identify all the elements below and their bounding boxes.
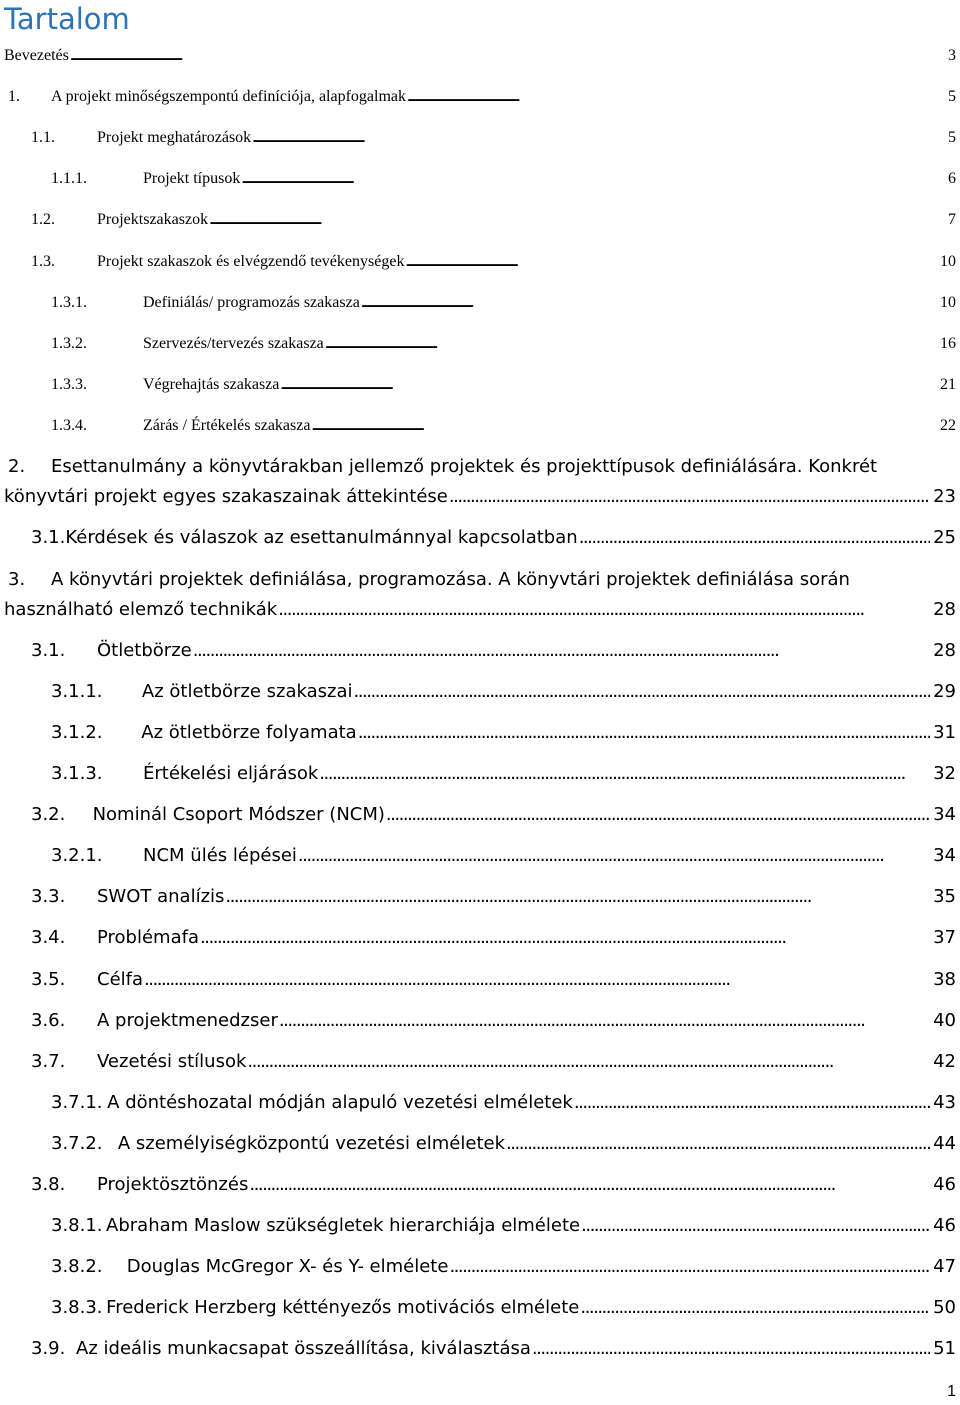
toc-entry-line[interactable] bbox=[51, 372, 956, 398]
toc-entry-number: 3.2.1. bbox=[51, 845, 103, 866]
toc-entry-title[interactable]: Projektösztönzés bbox=[97, 1174, 249, 1195]
toc-entry-line[interactable] bbox=[31, 125, 956, 151]
toc-entry-line[interactable] bbox=[51, 1090, 956, 1116]
toc-entry-line[interactable] bbox=[51, 1254, 956, 1280]
toc-entry-line[interactable] bbox=[51, 761, 956, 787]
toc-entry-page[interactable]: 38 bbox=[933, 969, 956, 990]
toc-entry-number: 1.3. bbox=[31, 253, 55, 270]
toc-entry-number: 1. bbox=[8, 88, 20, 105]
toc-entry-line[interactable] bbox=[4, 484, 956, 510]
toc-entry-line[interactable] bbox=[51, 679, 956, 705]
toc-dot-leader bbox=[311, 413, 937, 439]
toc-entry-line[interactable] bbox=[51, 413, 956, 439]
toc-entry-number: 3. bbox=[8, 569, 26, 590]
toc-dot-leader bbox=[225, 884, 930, 910]
toc-entry-number: 3.8. bbox=[31, 1174, 66, 1195]
toc-dot-leader bbox=[70, 43, 945, 69]
toc-dot-leader bbox=[298, 843, 930, 869]
toc-entry-title[interactable]: Zárás / Értékelés szakasza bbox=[143, 417, 311, 434]
toc-entry-page[interactable]: 5 bbox=[948, 129, 956, 146]
toc-entry-page[interactable]: 51 bbox=[933, 1338, 956, 1359]
toc-entry-line[interactable] bbox=[31, 967, 956, 993]
toc-dot-leader bbox=[247, 1049, 930, 1075]
toc-dot-leader bbox=[209, 207, 945, 233]
toc-entry-line[interactable] bbox=[51, 1213, 956, 1239]
toc-entry-line[interactable] bbox=[51, 1295, 956, 1321]
toc-dot-leader bbox=[249, 1172, 930, 1198]
toc-entry-page[interactable]: 22 bbox=[940, 417, 956, 434]
toc-entry-number: 3.7.2. bbox=[51, 1133, 103, 1154]
toc-entry-number: 3.3. bbox=[31, 886, 66, 907]
toc-entry-title[interactable]: Abraham Maslow szükségletek hierarchiája elmélete bbox=[106, 1215, 581, 1236]
toc-entry-number: 1.3.4. bbox=[51, 417, 87, 434]
toc-entry-page[interactable]: 3 bbox=[948, 47, 956, 64]
toc-entry-page[interactable]: 16 bbox=[940, 335, 956, 352]
toc-dot-leader bbox=[580, 1295, 930, 1321]
toc-entry-page[interactable]: 42 bbox=[933, 1051, 956, 1072]
toc-entry-title[interactable]: könyvtári projekt egyes szakaszainak áttekintése bbox=[4, 486, 448, 507]
toc-entry-title[interactable]: Projekt típusok bbox=[143, 170, 241, 187]
toc-dot-leader bbox=[241, 166, 945, 192]
toc-entry-number: 3.6. bbox=[31, 1010, 66, 1031]
toc-dot-leader bbox=[252, 125, 945, 151]
toc-entry-title[interactable]: Definiálás/ programozás szakasza bbox=[143, 294, 360, 311]
toc-entry-line[interactable] bbox=[4, 597, 956, 623]
toc-dot-leader bbox=[193, 638, 930, 664]
toc-entry-title[interactable]: Értékelési eljárások bbox=[143, 763, 319, 784]
toc-entry-title[interactable]: Projekt szakaszok és elvégzendő tevékenységek bbox=[97, 253, 405, 270]
toc-entry-title[interactable]: Vezetési stílusok bbox=[97, 1051, 247, 1072]
toc-entry-number: 3.9. bbox=[31, 1338, 66, 1359]
toc-entry-line[interactable] bbox=[51, 166, 956, 192]
toc-entry-page[interactable]: 32 bbox=[933, 763, 956, 784]
toc-entry-title[interactable]: A projekt minőségszempontú definíciója, alapfogalmak bbox=[51, 88, 407, 105]
toc-entry-line bbox=[8, 454, 956, 480]
toc-entry-page[interactable]: 46 bbox=[933, 1174, 956, 1195]
toc-entry-page[interactable]: 37 bbox=[933, 927, 956, 948]
toc-entry-page[interactable]: 34 bbox=[933, 845, 956, 866]
toc-entry-title[interactable]: A könyvtári projektek definiálása, programozása. A könyvtári projektek definiálása során bbox=[51, 569, 850, 590]
toc-entry-number: 3.1.2. bbox=[51, 722, 103, 743]
toc-entry-title[interactable]: Az ötletbörze folyamata bbox=[141, 722, 357, 743]
toc-entry-number: 3.7. bbox=[31, 1051, 66, 1072]
toc-entry-page[interactable]: 23 bbox=[933, 486, 956, 507]
toc-entry-number: 1.3.1. bbox=[51, 294, 87, 311]
toc-entry-title[interactable]: Projekt meghatározások bbox=[97, 129, 252, 146]
toc-entry-line[interactable] bbox=[51, 1131, 956, 1157]
toc-dot-leader bbox=[407, 84, 945, 110]
toc-entry-title[interactable]: Az ideális munkacsapat összeállítása, kiválasztása bbox=[76, 1338, 531, 1359]
toc-entry-page[interactable]: 10 bbox=[940, 253, 956, 270]
toc-dot-leader bbox=[361, 290, 937, 316]
toc-entry-title[interactable]: Esettanulmány a könyvtárakban jellemző projektek és projekttípusok definiálására. Konkrét bbox=[51, 456, 878, 477]
toc-entry-number: 2. bbox=[8, 456, 26, 477]
toc-entry-line[interactable] bbox=[31, 207, 956, 233]
toc-entry-title[interactable]: Végrehajtás szakasza bbox=[143, 376, 280, 393]
toc-entry-title[interactable]: Projektszakaszok bbox=[97, 211, 209, 228]
toc-entry-page[interactable]: 6 bbox=[948, 170, 956, 187]
toc-dot-leader bbox=[449, 1254, 930, 1280]
toc-entry-page[interactable]: 29 bbox=[933, 681, 956, 702]
toc-entry-title[interactable]: Célfa bbox=[97, 969, 144, 990]
toc-entry-number: 3.1. bbox=[31, 527, 66, 548]
toc-entry-line[interactable] bbox=[31, 925, 956, 951]
toc-entry-line[interactable] bbox=[31, 638, 956, 664]
toc-entry-number: 3.2. bbox=[31, 804, 66, 825]
toc-entry-line[interactable] bbox=[31, 884, 956, 910]
toc-entry-number: 3.1.3. bbox=[51, 763, 103, 784]
toc-entry-page[interactable]: 31 bbox=[933, 722, 956, 743]
toc-entry-page[interactable]: 35 bbox=[933, 886, 956, 907]
toc-entry-number: 1.1. bbox=[31, 129, 55, 146]
toc-entry-title[interactable]: A döntéshozatal módján alapuló vezetési elméletek bbox=[107, 1092, 573, 1113]
toc-dot-leader bbox=[325, 331, 937, 357]
toc-entry-line[interactable] bbox=[31, 1049, 956, 1075]
toc-entry-line[interactable] bbox=[31, 802, 956, 828]
toc-entry-page[interactable]: 43 bbox=[933, 1092, 956, 1113]
toc-dot-leader bbox=[574, 1090, 930, 1116]
toc-entry-line[interactable] bbox=[31, 525, 956, 551]
toc-entry-title[interactable]: használható elemző technikák bbox=[4, 599, 278, 620]
toc-entry-title[interactable]: NCM ülés lépései bbox=[143, 845, 297, 866]
toc-entry-title[interactable]: A projektmenedzser bbox=[97, 1010, 278, 1031]
toc-dot-leader bbox=[581, 1213, 930, 1239]
toc-entry-number: 3.8.2. bbox=[51, 1256, 103, 1277]
toc-dot-leader bbox=[358, 720, 930, 746]
toc-entry-number: 3.1. bbox=[31, 640, 66, 661]
toc-entry-number: 1.3.3. bbox=[51, 376, 87, 393]
toc-entry-page[interactable]: 47 bbox=[933, 1256, 956, 1277]
toc-entry-title[interactable]: Douglas McGregor X- és Y- elmélete bbox=[126, 1256, 449, 1277]
toc-entry-title[interactable]: Szervezés/tervezés szakasza bbox=[143, 335, 324, 352]
toc-dot-leader bbox=[354, 679, 931, 705]
toc-entry-page[interactable]: 7 bbox=[948, 211, 956, 228]
toc-entry-number: 3.8.3. bbox=[51, 1297, 103, 1318]
toc-entry-title[interactable]: Ötletbörze bbox=[97, 640, 192, 661]
toc-entry-number: 3.4. bbox=[31, 927, 66, 948]
toc-entry-page[interactable]: 28 bbox=[933, 640, 956, 661]
toc-entry-title[interactable]: Nominál Csoport Módszer (NCM) bbox=[92, 804, 385, 825]
toc-entry-page[interactable]: 34 bbox=[933, 804, 956, 825]
toc-dot-leader bbox=[319, 761, 930, 787]
toc-entry-page[interactable]: 10 bbox=[940, 294, 956, 311]
toc-dot-leader bbox=[279, 1008, 930, 1034]
toc-entry-number: 1.3.2. bbox=[51, 335, 87, 352]
toc-entry-line[interactable] bbox=[31, 1336, 956, 1362]
toc-entry-number: 3.5. bbox=[31, 969, 66, 990]
toc-entry-title[interactable]: Az ötletbörze szakaszai bbox=[141, 681, 353, 702]
toc-entry-number: 3.1.1. bbox=[51, 681, 103, 702]
toc-entry-page[interactable]: 5 bbox=[948, 88, 956, 105]
toc-entry-line[interactable] bbox=[31, 1008, 956, 1034]
toc-entry-page[interactable]: 21 bbox=[940, 376, 956, 393]
toc-dot-leader bbox=[386, 802, 930, 828]
toc-entry-title[interactable]: Frederick Herzberg kéttényezős motivációs elmélete bbox=[106, 1297, 580, 1318]
toc-dot-leader bbox=[449, 484, 930, 510]
toc-entry-line[interactable] bbox=[8, 84, 956, 110]
toc-dot-leader bbox=[280, 372, 937, 398]
toc-entry-line[interactable] bbox=[51, 290, 956, 316]
toc-dot-leader bbox=[506, 1131, 930, 1157]
toc-entry-page[interactable]: 25 bbox=[933, 527, 956, 548]
toc-entry-line[interactable] bbox=[51, 843, 956, 869]
toc-entry-number: 1.1.1. bbox=[51, 170, 87, 187]
toc-entry-line[interactable] bbox=[31, 249, 956, 275]
toc-dot-leader bbox=[532, 1336, 930, 1362]
toc-dot-leader bbox=[579, 525, 930, 551]
toc-entry-page[interactable]: 46 bbox=[933, 1215, 956, 1236]
toc-entry-number: 3.8.1. bbox=[51, 1215, 103, 1236]
toc-entry-title[interactable]: Kérdések és válaszok az esettanulmánnyal kapcsolatban bbox=[65, 527, 578, 548]
toc-entry-number: 1.2. bbox=[31, 211, 55, 228]
toc-entry-line[interactable] bbox=[31, 1172, 956, 1198]
toc-entry-line bbox=[8, 567, 956, 593]
toc-entry-title[interactable]: Problémafa bbox=[97, 927, 199, 948]
toc-entry-line[interactable] bbox=[51, 720, 956, 746]
toc-entry-line[interactable] bbox=[4, 43, 956, 69]
toc-entry-line[interactable] bbox=[51, 331, 956, 357]
toc-entry-page[interactable]: 44 bbox=[933, 1133, 956, 1154]
toc-entry-title[interactable]: Bevezetés bbox=[4, 47, 69, 64]
toc-dot-leader bbox=[144, 967, 930, 993]
page-number: 1 bbox=[947, 1383, 956, 1400]
toc-title: Tartalom bbox=[4, 2, 130, 36]
toc-dot-leader bbox=[278, 597, 930, 623]
toc-dot-leader bbox=[200, 925, 930, 951]
toc-entry-number: 3.7.1. bbox=[51, 1092, 103, 1113]
toc-entry-page[interactable]: 28 bbox=[933, 599, 956, 620]
toc-entry-title[interactable]: SWOT analízis bbox=[97, 886, 225, 907]
toc-entry-title[interactable]: A személyiségközpontú vezetési elméletek bbox=[117, 1133, 506, 1154]
toc-dot-leader bbox=[405, 249, 937, 275]
toc-entry-page[interactable]: 50 bbox=[933, 1297, 956, 1318]
toc-entry-page[interactable]: 40 bbox=[933, 1010, 956, 1031]
